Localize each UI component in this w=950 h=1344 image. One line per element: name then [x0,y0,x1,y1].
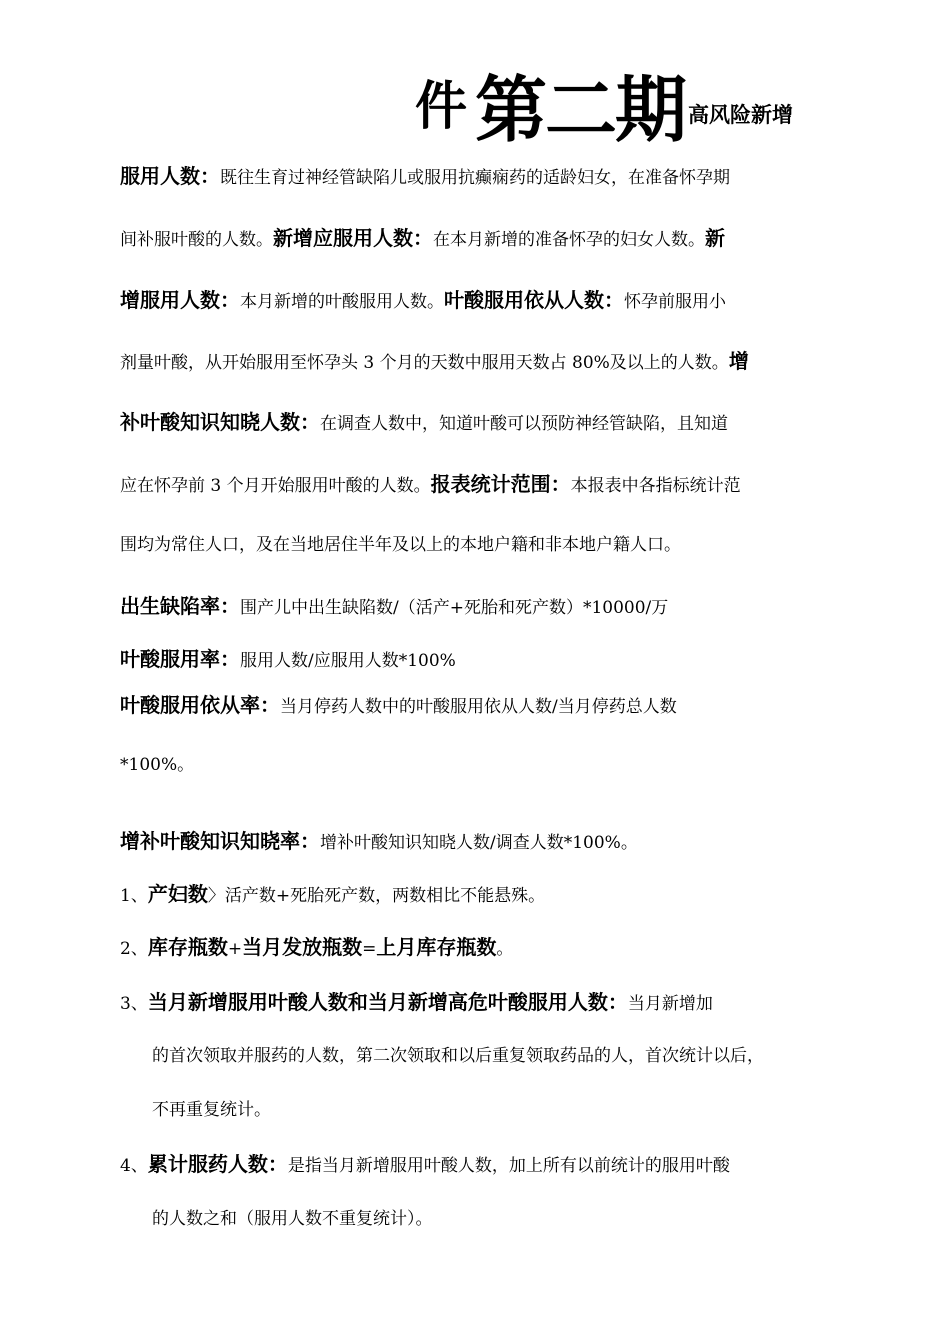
note-3-line3 [152,1096,271,1124]
term-dispensed: 当月发放瓶数 [242,935,363,959]
note-2 [120,933,513,963]
note-4-line2 [152,1205,433,1233]
term-cumulative: 累计服药人数： [147,1152,288,1176]
text: 不再重复统计。 [152,1100,271,1120]
text: 的首次领取并服药的人数，第二次领取和以后重复领取药品的人，首次统计以后， [152,1046,764,1066]
note-1 [120,880,545,910]
term-last-stock: 上月库存瓶数 [376,935,497,959]
term-new-users: 增服用人数： [120,288,240,312]
text: 本报表中各指标统计范 [570,476,741,496]
text: 怀孕前服用小 [624,292,726,312]
term-compliance-users: 叶酸服用依从人数： [444,288,624,312]
term-fragment: 增 [728,349,749,373]
para1-line7 [120,531,681,559]
text: 当月停药人数中的叶酸服用依从人数/当月停药总人数 [280,697,677,717]
text: 是指当月新增服用叶酸人数，加上所有以前统计的服用叶酸 [287,1156,730,1176]
page-title [415,52,835,152]
term-knowledge-users: 补叶酸知识知晓人数： [120,410,320,434]
text: 围产儿中出生缺陷数/（活产+死胎和死产数）*10000/万 [240,598,669,618]
term-new-should-users: 新增应服用人数： [273,226,433,250]
title-main: 第二期 [475,68,686,152]
term-stock: 库存瓶数 [147,935,228,959]
text: 在调查人数中，知道叶酸可以预防神经管缺陷，且知道 [320,414,728,434]
def-knowledge-rate [120,827,638,857]
note-number: 3、 [120,994,148,1014]
para1-line1 [120,162,730,192]
text: 既往生育过神经管缺陷儿或服用抗癫痫药的适龄妇女，在准备怀孕期 [220,168,730,188]
note-3-line2 [152,1042,764,1070]
text: = [362,939,377,959]
term-knowledge-rate: 增补叶酸知识知晓率： [120,829,320,853]
note-number: 1、 [120,886,148,906]
term-fragment: 新 [705,226,725,250]
para1-line2 [120,224,725,254]
text: 〉活产数+死胎死产数，两数相比不能悬殊。 [207,886,546,906]
text: 围均为常住人口，及在当地居住半年及以上的本地户籍和非本地户籍人口。 [120,535,681,555]
term-users: 服用人数： [120,164,220,188]
text: 服用人数/应服用人数*100% [240,651,456,671]
text: 增补叶酸知识知晓人数/调查人数*100%。 [320,833,638,853]
note-4 [120,1150,730,1180]
text: 本月新增的叶酸服用人数。 [240,292,444,312]
term-births: 产妇数 [147,882,208,906]
def-birth-defect-rate [120,592,668,622]
term-compliance-rate: 叶酸服用依从率： [120,693,280,717]
para1-line4 [120,347,749,377]
text: 间补服叶酸的人数。 [120,230,273,250]
text: 在本月新增的准备怀孕的妇女人数。 [433,230,705,250]
para1-line5 [120,408,728,438]
note-number: 4、 [120,1156,148,1176]
text: 的人数之和（服用人数不重复统计）。 [152,1209,433,1229]
title-suffix: 高风险新增 [688,103,793,127]
text: 剂量叶酸，从开始服用至怀孕头 3 个月的天数中服用天数占 80%及以上的人数。 [120,353,729,373]
term-birth-defect-rate: 出生缺陷率： [120,594,240,618]
note-3 [120,988,713,1018]
para1-line6 [120,470,741,500]
title-prefix: 件 [415,77,468,137]
note-number: 2、 [120,939,148,959]
text: *100%。 [120,755,195,775]
def-compliance-rate-cont [120,751,194,779]
text: 应在怀孕前 3 个月开始服用叶酸的人数。 [120,476,431,496]
term-report-scope: 报表统计范围： [430,472,571,496]
def-usage-rate [120,645,456,675]
para1-line3 [120,286,726,316]
def-compliance-rate [120,691,677,721]
text: 。 [496,939,514,959]
text: + [227,939,243,959]
text: 当月新增加 [627,994,713,1014]
term-new-monthly: 当月新增服用叶酸人数和当月新增高危叶酸服用人数： [147,990,628,1014]
term-usage-rate: 叶酸服用率： [120,647,240,671]
